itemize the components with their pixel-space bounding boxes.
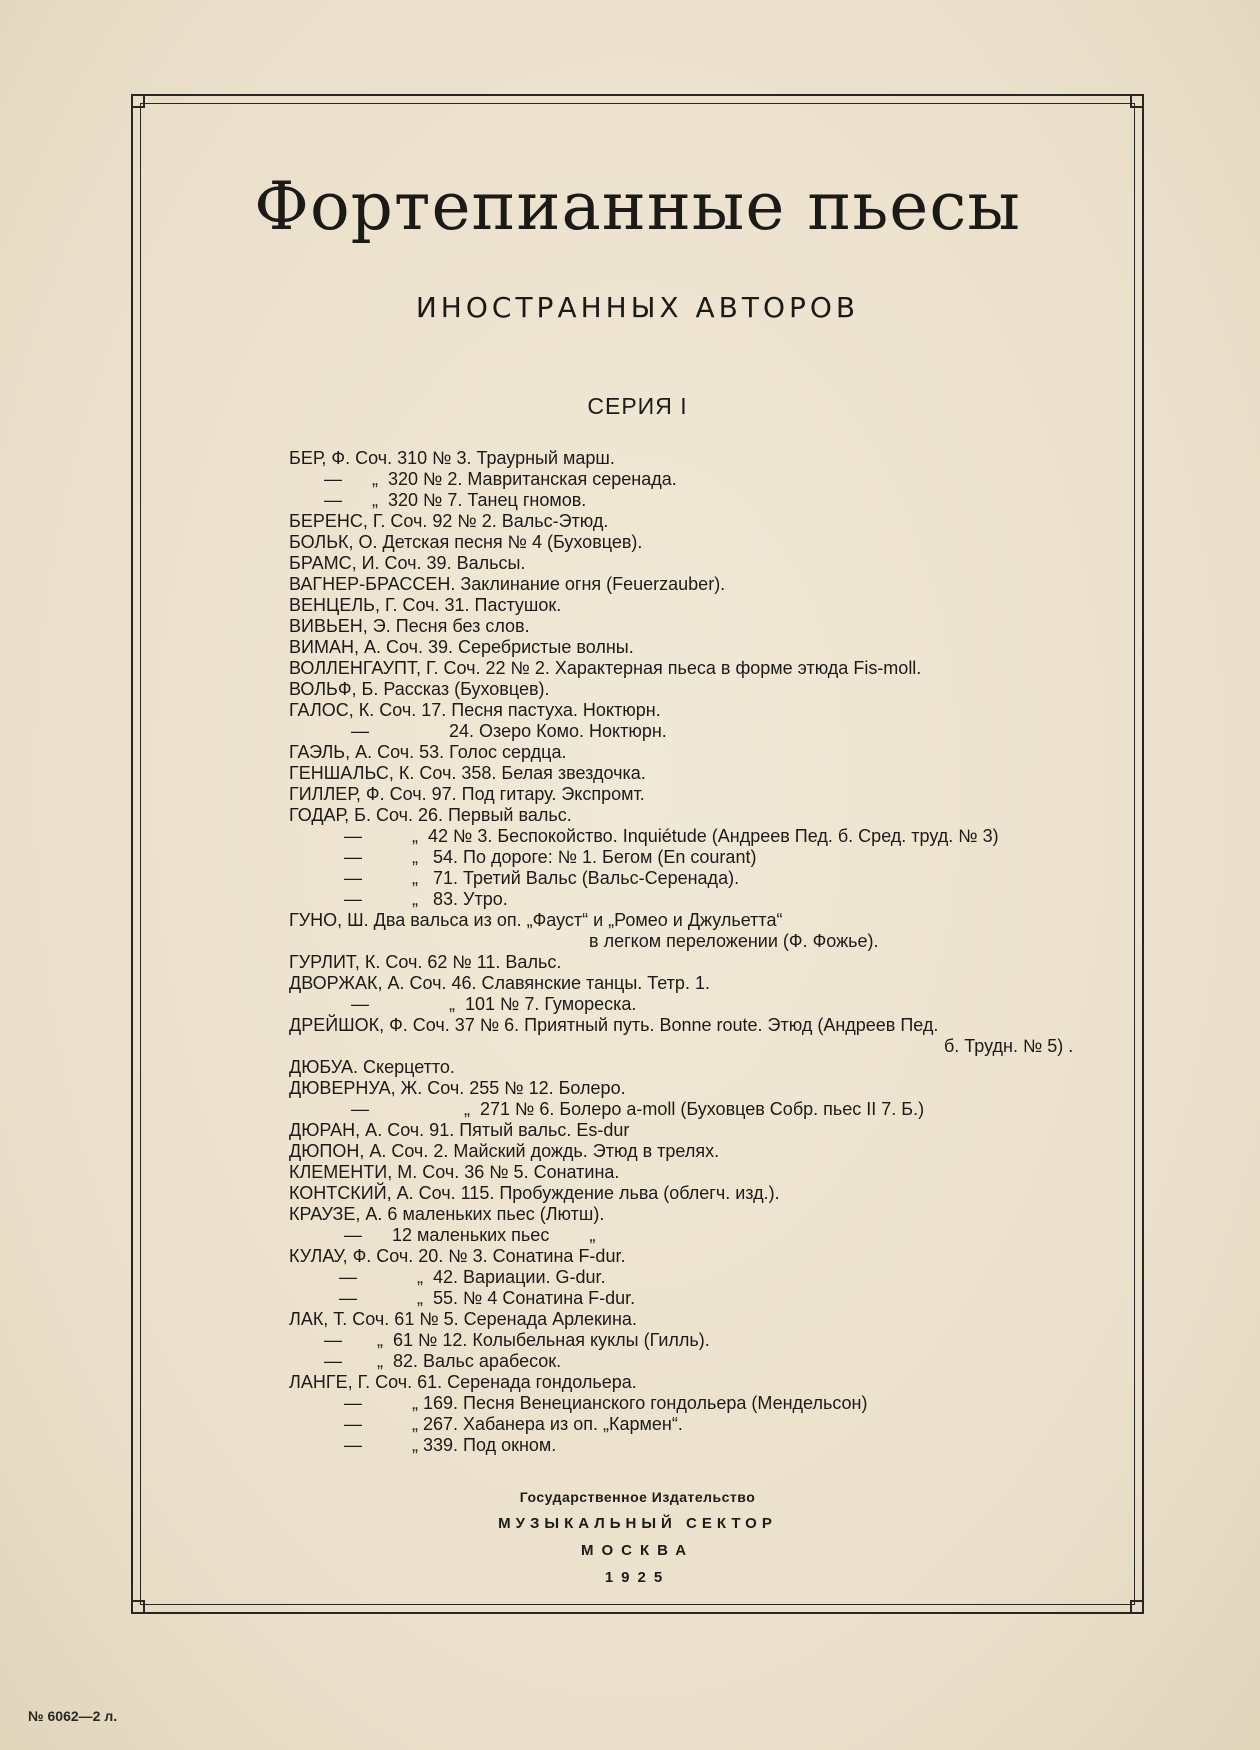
catalog-entry	[289, 532, 1129, 553]
catalog-entry-text: — „ 83. Утро.	[344, 889, 508, 909]
catalog-entry	[289, 490, 1129, 511]
catalog-entry	[289, 826, 1129, 847]
catalog-entry-text: ВИМАН, А. Соч. 39. Серебристые волны.	[289, 637, 634, 657]
catalog-list	[289, 448, 1129, 1456]
catalog-entry	[289, 994, 1129, 1015]
catalog-entry	[289, 742, 1129, 763]
catalog-entry-text: ВОЛЛЕНГАУПТ, Г. Соч. 22 № 2. Характерная пьеса в форме этюда Fis-moll.	[289, 658, 922, 678]
catalog-entry-text: ГУРЛИТ, К. Соч. 62 № 11. Вальс.	[289, 952, 562, 972]
catalog-entry-text: ВОЛЬФ, Б. Рассказ (Буховцев).	[289, 679, 550, 699]
catalog-entry-text: ЛАК, Т. Соч. 61 № 5. Серенада Арлекина.	[289, 1309, 637, 1329]
page-title: Фортепианные пьесы	[254, 168, 1021, 245]
catalog-entry	[289, 784, 1129, 805]
catalog-entry-text: в легком переложении (Ф. Фожье).	[589, 931, 879, 951]
catalog-entry	[289, 1078, 1129, 1099]
catalog-entry	[289, 1309, 1129, 1330]
catalog-entry-text: ДЮРАН, А. Соч. 91. Пятый вальс. Es-dur	[289, 1120, 630, 1140]
catalog-entry-text: ДЮБУА. Скерцетто.	[289, 1057, 455, 1077]
print-code: № 6062—2 л.	[28, 1708, 118, 1724]
catalog-entry	[289, 1393, 1129, 1414]
catalog-entry-text: БОЛЬК, О. Детская песня № 4 (Буховцев).	[289, 532, 643, 552]
catalog-entry	[289, 1141, 1129, 1162]
page-subtitle: ИНОСТРАННЫХ АВТОРОВ	[415, 291, 860, 324]
catalog-entry	[289, 658, 1129, 679]
catalog-entry-text: ДЮПОН, А. Соч. 2. Майский дождь. Этюд в трелях.	[289, 1141, 720, 1161]
catalog-entry-text: КЛЕМЕНТИ, М. Соч. 36 № 5. Сонатина.	[289, 1162, 620, 1182]
catalog-entry-text: ВЕНЦЕЛЬ, Г. Соч. 31. Пастушок.	[289, 595, 562, 615]
catalog-entry-text: ДРЕЙШОК, Ф. Соч. 37 № 6. Приятный путь. Bonne route. Этюд (Андреев Пед.	[289, 1015, 939, 1035]
catalog-entry	[289, 1351, 1129, 1372]
series-heading: СЕРИЯ I	[587, 393, 688, 419]
catalog-entry-text: ГАЭЛЬ, А. Соч. 53. Голос сердца.	[289, 742, 567, 762]
catalog-entry	[289, 1057, 1129, 1078]
catalog-entry	[289, 889, 1129, 910]
catalog-entry-text: ДЮВЕРНУА, Ж. Соч. 255 № 12. Болеро.	[289, 1078, 626, 1098]
corner-ornament	[1130, 94, 1144, 108]
catalog-entry	[289, 469, 1129, 490]
catalog-entry-text: б. Трудн. № 5) .	[944, 1036, 1074, 1056]
catalog-entry-text: ДВОРЖАК, А. Соч. 46. Славянские танцы. Тетр. 1.	[289, 973, 710, 993]
catalog-entry	[289, 1372, 1129, 1393]
catalog-entry-text: — 12 маленьких пьес „	[344, 1225, 596, 1245]
catalog-entry-text: ВИВЬЕН, Э. Песня без слов.	[289, 616, 530, 636]
catalog-entry-text: ГЕНШАЛЬС, К. Соч. 358. Белая звездочка.	[289, 763, 646, 783]
catalog-entry	[289, 1414, 1129, 1435]
catalog-entry-text: — „ 339. Под окном.	[344, 1435, 557, 1455]
catalog-entry	[289, 1162, 1129, 1183]
catalog-entry	[289, 721, 1129, 742]
catalog-entry-text: ГИЛЛЕР, Ф. Соч. 97. Под гитару. Экспромт.	[289, 784, 645, 804]
catalog-entry	[289, 931, 1129, 952]
catalog-entry	[289, 1246, 1129, 1267]
catalog-entry	[289, 511, 1129, 532]
catalog-entry-text: — „ 320 № 2. Мавританская серенада.	[324, 469, 677, 489]
catalog-entry	[289, 1267, 1129, 1288]
catalog-entry	[289, 679, 1129, 700]
catalog-entry	[289, 1288, 1129, 1309]
catalog-entry-text: — „ 267. Хабанера из оп. „Кармен“.	[344, 1414, 683, 1434]
publisher-name: Государственное Издательство	[519, 1489, 756, 1505]
catalog-entry-text: — „ 42 № 3. Беспокойство. Inquiétude (Андреев Пед. б. Сред. труд. № 3)	[344, 826, 999, 846]
catalog-entry-text: КРАУЗЕ, А. 6 маленьких пьес (Лютш).	[289, 1204, 605, 1224]
catalog-entry	[289, 574, 1129, 595]
catalog-entry-text: — „ 320 № 7. Танец гномов.	[324, 490, 587, 510]
catalog-entry	[289, 847, 1129, 868]
catalog-entry	[289, 1330, 1129, 1351]
catalog-entry-text: ГУНО, Ш. Два вальса из оп. „Фауст“ и „Ромео и Джульетта“	[289, 910, 783, 930]
catalog-entry-text: ГОДАР, Б. Соч. 26. Первый вальс.	[289, 805, 572, 825]
catalog-entry-text: БЕРЕНС, Г. Соч. 92 № 2. Вальс-Этюд.	[289, 511, 609, 531]
catalog-entry	[289, 448, 1129, 469]
catalog-entry	[289, 1204, 1129, 1225]
publisher-block	[140, 1489, 1135, 1596]
catalog-entry-text: ГАЛОС, К. Соч. 17. Песня пастуха. Ноктюрн.	[289, 700, 661, 720]
publisher-city: МОСКВА	[580, 1542, 695, 1559]
catalog-entry	[289, 1036, 1129, 1057]
catalog-entry	[289, 1225, 1129, 1246]
catalog-entry	[289, 973, 1129, 994]
catalog-entry	[289, 805, 1129, 826]
catalog-entry-text: КОНТСКИЙ, А. Соч. 115. Пробуждение льва (облегч. изд.).	[289, 1183, 780, 1203]
corner-ornament	[131, 94, 145, 108]
corner-ornament	[1130, 1600, 1144, 1614]
catalog-entry	[289, 1015, 1129, 1036]
catalog-entry	[289, 595, 1129, 616]
catalog-entry-text: БРАМС, И. Соч. 39. Вальсы.	[289, 553, 526, 573]
publisher-sector: МУЗЫКАЛЬНЫЙ СЕКТОР	[498, 1515, 777, 1532]
catalog-entry-text: КУЛАУ, Ф. Соч. 20. № 3. Сонатина F-dur.	[289, 1246, 626, 1266]
catalog-entry-text: — „ 61 № 12. Колыбельная куклы (Гилль).	[324, 1330, 710, 1350]
catalog-entry-text: — „ 54. По дороге: № 1. Бегом (En courant)	[344, 847, 757, 867]
catalog-entry-text: — „ 71. Третий Вальс (Вальс-Серенада).	[344, 868, 740, 888]
catalog-entry-text: — „ 169. Песня Венецианского гондольера (Мендельсон)	[344, 1393, 868, 1413]
catalog-entry	[289, 868, 1129, 889]
catalog-entry-text: — „ 55. № 4 Сонатина F-dur.	[339, 1288, 636, 1308]
catalog-entry	[289, 1099, 1129, 1120]
catalog-entry	[289, 700, 1129, 721]
catalog-entry	[289, 616, 1129, 637]
catalog-entry	[289, 1183, 1129, 1204]
catalog-entry	[289, 952, 1129, 973]
catalog-entry-text: БЕР, Ф. Соч. 310 № 3. Траурный марш.	[289, 448, 615, 468]
catalog-entry	[289, 1120, 1129, 1141]
catalog-entry-text: — 24. Озеро Комо. Ноктюрн.	[351, 721, 667, 741]
catalog-entry-text: — „ 101 № 7. Гуморeска.	[351, 994, 637, 1014]
catalog-entry-text: — „ 271 № 6. Болеро a-moll (Буховцев Собр. пьес II 7. Б.)	[351, 1099, 925, 1119]
catalog-entry-text: ЛАНГЕ, Г. Соч. 61. Серенада гондольера.	[289, 1372, 637, 1392]
catalog-entry	[289, 910, 1129, 931]
publication-year: 1925	[604, 1569, 671, 1586]
catalog-entry	[289, 763, 1129, 784]
corner-ornament	[131, 1600, 145, 1614]
catalog-entry-text: — „ 42. Вариации. G-dur.	[339, 1267, 606, 1287]
catalog-entry-text: ВАГНЕР-БРАССЕН. Заклинание огня (Feuerzauber).	[289, 574, 726, 594]
catalog-entry	[289, 553, 1129, 574]
catalog-entry	[289, 1435, 1129, 1456]
catalog-entry-text: — „ 82. Вальс арабесок.	[324, 1351, 562, 1371]
catalog-entry	[289, 637, 1129, 658]
